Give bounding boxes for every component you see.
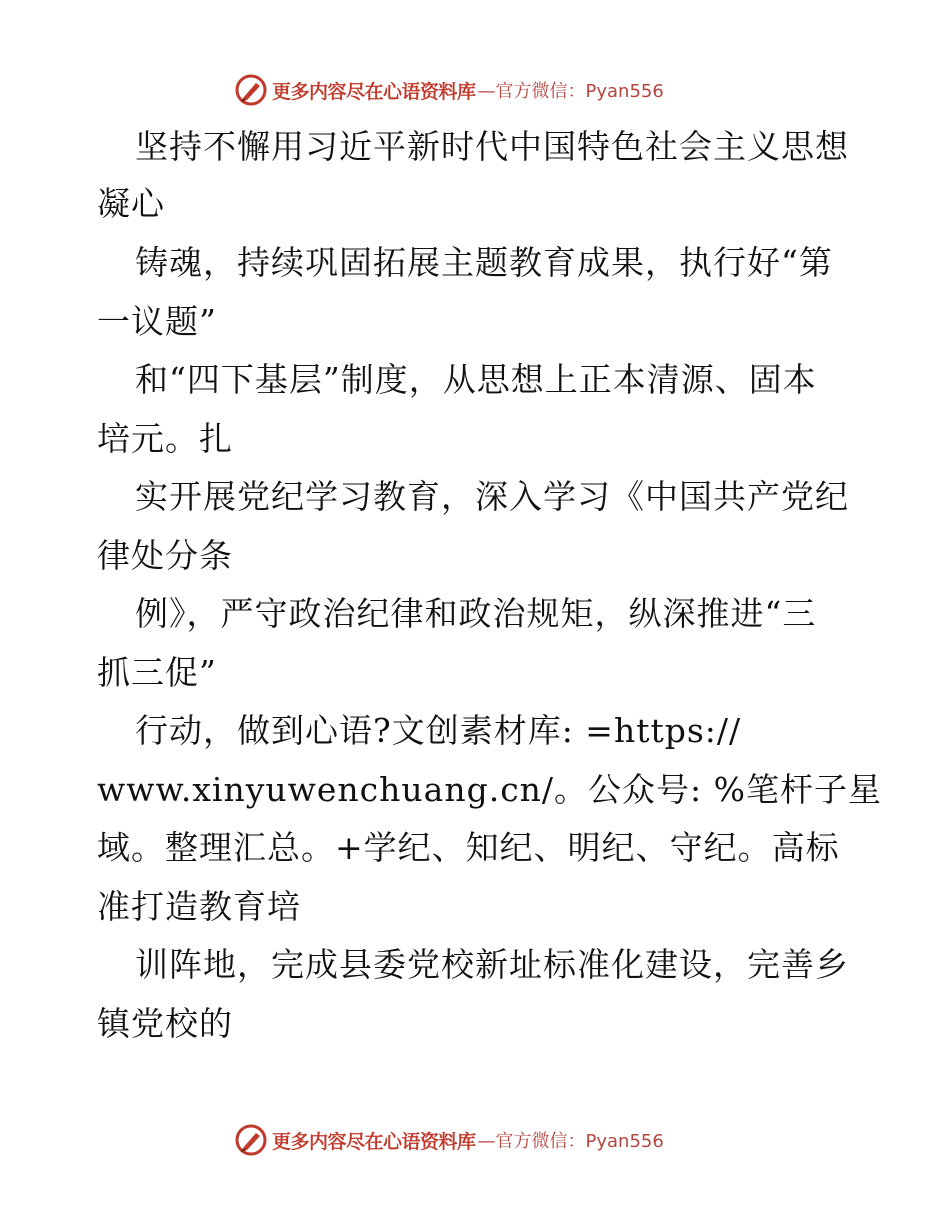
watermark-suffix: —官方微信：Pyan556 <box>477 81 664 102</box>
pen-logo-icon <box>234 1123 268 1157</box>
text-line: 镇党校的 <box>97 1004 233 1043</box>
text-line: www.xinyuwenchuang.cn/。公众号: %笔杆子星 <box>97 770 883 809</box>
text-line: 抓三促” <box>97 653 217 692</box>
text-line: 铸魂，持续巩固拓展主题教育成果，执行好“第 <box>135 243 833 282</box>
text-line: 域。整理汇总。+学纪、知纪、明纪、守纪。高标 <box>97 828 840 867</box>
text-line: 凝心 <box>97 184 165 223</box>
text-line: 和“四下基层”制度，从思想上正本清源、固本 <box>135 360 817 399</box>
text-line: 坚持不懈用习近平新时代中国特色社会主义思想 <box>135 127 849 166</box>
watermark-brand: 更多内容尽在心语资料库 <box>272 80 476 103</box>
pen-logo-icon <box>234 73 268 107</box>
watermark-suffix: —官方微信：Pyan556 <box>477 1131 664 1152</box>
text-line: 例》，严守政治纪律和政治规矩，纵深推进“三 <box>135 594 817 633</box>
text-line: 实开展党纪学习教育，深入学习《中国共产党纪 <box>135 477 849 516</box>
footer-watermark <box>234 1122 664 1158</box>
text-line: 准打造教育培 <box>97 887 301 926</box>
text-line: 行动，做到心语?文创素材库: =https:// <box>135 711 742 750</box>
text-line: 训阵地，完成县委党校新址标准化建设，完善乡 <box>135 945 849 984</box>
text-line: 律处分条 <box>97 536 233 575</box>
watermark-brand: 更多内容尽在心语资料库 <box>272 1130 476 1153</box>
text-line: 培元。扎 <box>97 419 233 458</box>
header-watermark <box>234 72 664 108</box>
text-line: 一议题” <box>97 302 217 341</box>
